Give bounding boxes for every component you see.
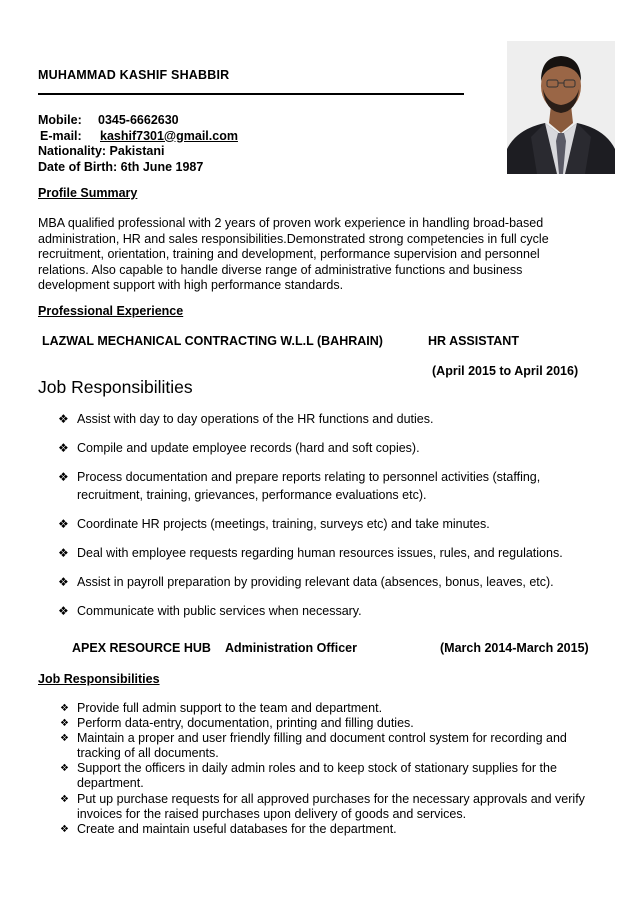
job2-role: Administration Officer [225, 641, 357, 655]
job2-responsibilities-title: Job Responsibilities [38, 672, 160, 686]
list-item: ❖ Communicate with public services when necessary. [58, 604, 362, 618]
list-item: ❖ Assist with day to day operations of the HR functions and duties. [58, 412, 434, 426]
profile-summary-text: MBA qualified professional with 2 years of proven work experience in handling broad-based administration, HR and sales responsibilities.Demonstrated strong competencies in full cycle recruitment, orientation, training and development, performance supervision and personnel relations. Also capable to handle diverse range of administrative functions and business development support with high performance standards. [38, 216, 549, 293]
email-label: E-mail: [40, 128, 82, 143]
mobile-row [38, 113, 238, 129]
nationality: Nationality: Pakistani [38, 144, 165, 158]
job1-period: (April 2015 to April 2016) [432, 364, 579, 378]
profile-photo [507, 41, 615, 174]
date-of-birth: Date of Birth: 6th June 1987 [38, 159, 204, 174]
contact-block [38, 113, 238, 175]
list-item: ❖ Compile and update employee records (hard and soft copies). [58, 441, 420, 455]
list-item: ❖ Coordinate HR projects (meetings, training, surveys etc) and take minutes. [58, 517, 490, 531]
header-divider [38, 93, 464, 95]
job2-period: (March 2014-March 2015) [440, 641, 589, 655]
list-item: ❖ Put up purchase requests for all approved purchases for the necessary approvals and verify invoices for the raised purchases upon delivery of goods and services. [60, 791, 585, 821]
diamond-bullet-icon: ❖ [60, 823, 69, 835]
list-item: ❖ Process documentation and prepare reports relating to personnel activities (staffing, recruitment, training, grievances, performance evaluations etc). [58, 470, 541, 502]
list-item: ❖ Support the officers in daily admin roles and to keep stock of stationary supplies for the department. [60, 761, 557, 791]
diamond-bullet-icon: ❖ [58, 441, 69, 455]
candidate-name: MUHAMMAD KASHIF SHABBIR [38, 68, 230, 82]
mobile-value: 0345-6662630 [98, 113, 179, 127]
profile-summary-title: Profile Summary [38, 186, 138, 200]
diamond-bullet-icon: ❖ [58, 575, 69, 589]
diamond-bullet-icon: ❖ [60, 793, 69, 805]
list-item: ❖ Deal with employee requests regarding human resources issues, rules, and regulations. [58, 546, 563, 560]
diamond-bullet-icon: ❖ [60, 703, 69, 714]
diamond-bullet-icon: ❖ [60, 763, 69, 775]
diamond-bullet-icon: ❖ [58, 604, 69, 618]
email-link[interactable]: kashif7301@gmail.com [100, 128, 238, 143]
job2-responsibilities-list [60, 701, 590, 837]
diamond-bullet-icon: ❖ [58, 412, 69, 426]
professional-experience-title: Professional Experience [38, 304, 184, 318]
list-item: ❖ Assist in payroll preparation by providing relevant data (absences, bonus, leaves, etc). [58, 575, 554, 589]
diamond-bullet-icon: ❖ [58, 546, 69, 560]
job2-company: APEX RESOURCE HUB [72, 641, 211, 655]
job1-responsibilities-list [58, 410, 598, 631]
job1-company: LAZWAL MECHANICAL CONTRACTING W.L.L (BAHRAIN) [42, 334, 383, 348]
list-item: ❖ Provide full admin support to the team and department. [60, 701, 383, 715]
job1-responsibilities-title: Job Responsibilities [38, 377, 193, 397]
diamond-bullet-icon: ❖ [60, 718, 69, 730]
diamond-bullet-icon: ❖ [58, 517, 69, 531]
list-item: ❖ Create and maintain useful databases for the department. [60, 821, 397, 836]
list-item: ❖ Perform data-entry, documentation, printing and filling duties. [60, 716, 414, 731]
list-item: ❖ Maintain a proper and user friendly filling and document control system for recording and tracking of all documents. [60, 731, 567, 761]
mobile-label: Mobile: [38, 113, 82, 127]
diamond-bullet-icon: ❖ [58, 470, 69, 484]
diamond-bullet-icon: ❖ [60, 733, 69, 745]
job1-role: HR ASSISTANT [428, 334, 519, 348]
email-row [38, 129, 238, 145]
portrait-image [507, 41, 615, 174]
